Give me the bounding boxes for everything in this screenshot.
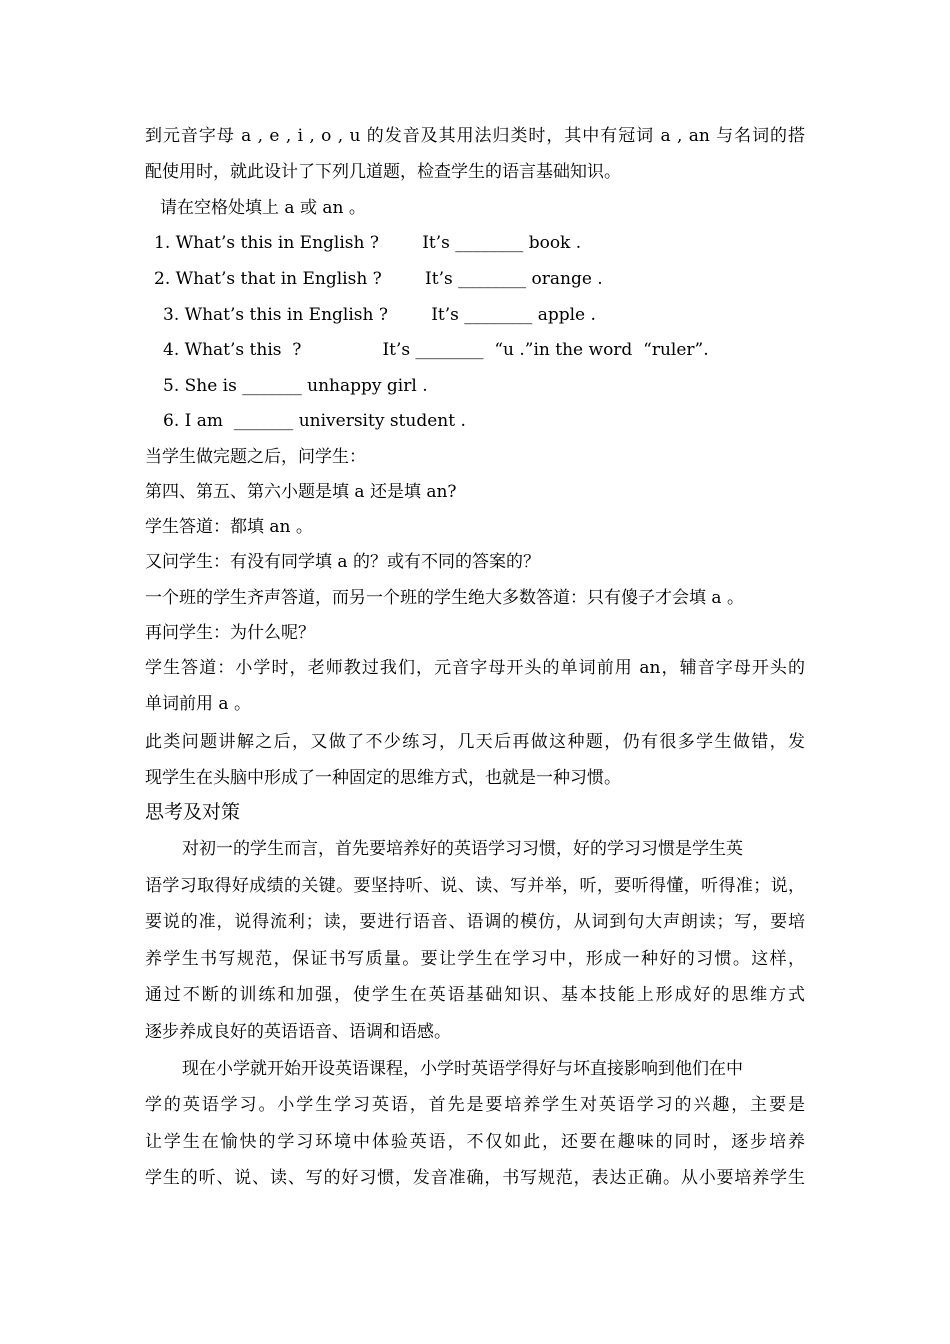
dialogue-line: 单词前用 a 。 [145,694,251,714]
paragraph-line: 通过不断的训练和加强，使学生在英语基础知识、基本技能上形成好的思维方式 [145,985,805,1005]
dialogue-line: 现学生在头脑中形成了一种固定的思维方式，也就是一种习惯。 [145,768,621,788]
intro-line: 到元音字母 a , e , i , o , u 的发音及其用法归类时，其中有冠词 a , an 与名词的搭 [145,126,805,146]
exercise-item-6: 6. I am _______ university student . [163,411,466,431]
paragraph-line: 逐步养成良好的英语语音、语调和语感。 [145,1022,451,1042]
paragraph-line: 现在小学就开始开设英语课程，小学时英语学得好与坏直接影响到他们在中 [182,1059,743,1079]
intro-line: 配使用时，就此设计了下列几道题，检查学生的语言基础知识。 [145,162,621,182]
dialogue-line: 当学生做完题之后，问学生： [145,447,366,467]
exercise-item-1: 1. What’s this in English ? It’s ________ book . [154,233,582,253]
paragraph-line: 语学习取得好成绩的关键。要坚持听、说、读、写并举，听，要听得懂，听得准；说， [145,876,805,896]
dialogue-line: 学生答道：都填 an 。 [145,517,313,537]
dialogue-line: 学生答道：小学时，老师教过我们，元音字母开头的单词前用 an，辅音字母开头的 [145,658,805,678]
dialogue-line: 第四、第五、第六小题是填 a 还是填 an? [145,482,457,502]
paragraph-line: 养学生书写规范，保证书写质量。要让学生在学习中，形成一种好的习惯。这样， [145,949,805,969]
dialogue-line: 此类问题讲解之后，又做了不少练习，几天后再做这种题，仍有很多学生做错，发 [145,732,805,752]
exercise-item-4: 4. What’s this ? It’s ________ “u .”in the word “ruler”. [163,340,709,360]
paragraph-line: 学生的听、说、读、写的好习惯，发音准确，书写规范，表达正确。从小要培养学生 [145,1168,805,1188]
dialogue-line: 又问学生：有没有同学填 a 的？或有不同的答案的？ [145,552,540,572]
dialogue-line: 一个班的学生齐声答道，而另一个班的学生绝大多数答道：只有傻子才会填 a 。 [145,588,744,608]
paragraph-line: 让学生在愉快的学习环境中体验英语，不仅如此，还要在趣味的同时，逐步培养 [145,1132,805,1152]
instruction-text: 请在空格处填上 a 或 an 。 [160,198,366,218]
section-heading: 思考及对策 [145,801,241,823]
paragraph-line: 要说的准，说得流利；读，要进行语音、语调的模仿，从词到句大声朗读；写，要培 [145,912,805,932]
exercise-item-2: 2. What’s that in English ? It’s ________ orange . [154,269,603,289]
paragraph-line: 对初一的学生而言，首先要培养好的英语学习习惯，好的学习习惯是学生英 [182,839,743,859]
exercise-item-5: 5. She is _______ unhappy girl . [163,376,428,396]
paragraph-line: 学的英语学习。小学生学习英语，首先是要培养学生对英语学习的兴趣，主要是 [145,1095,805,1115]
dialogue-line: 再问学生：为什么呢？ [145,623,315,643]
exercise-item-3: 3. What’s this in English ? It’s ________ apple . [163,305,596,325]
